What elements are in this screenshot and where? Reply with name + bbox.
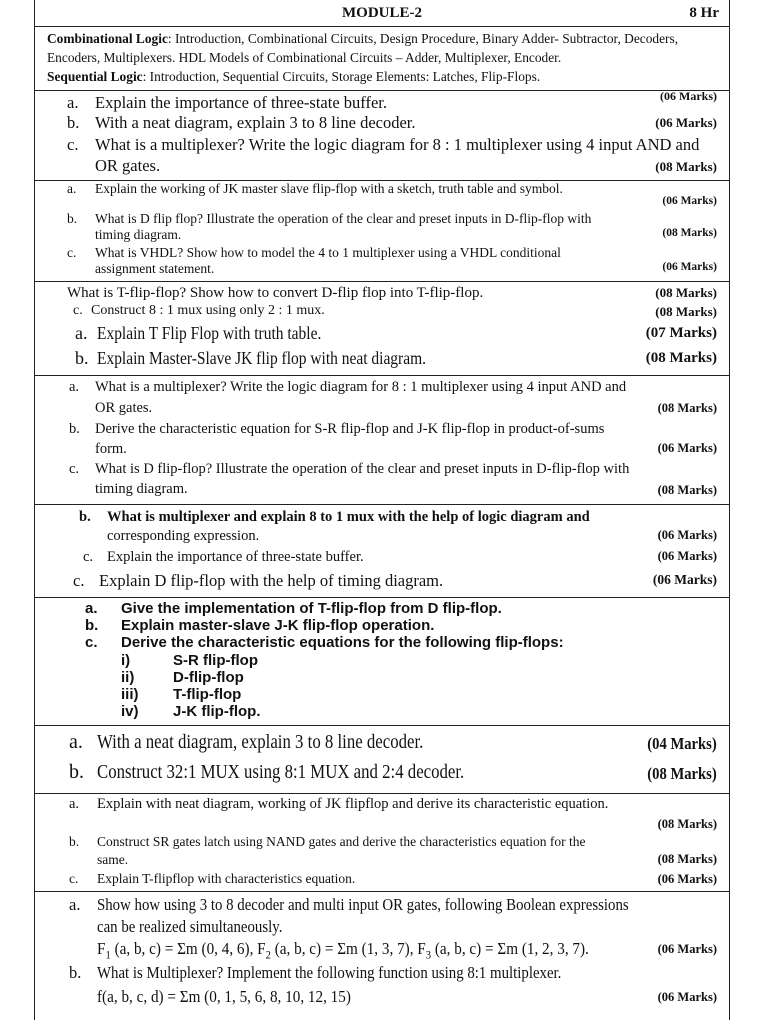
question-item	[35, 549, 729, 571]
question-label: b.	[85, 617, 99, 634]
question-text: Explain the importance of three-state buffer.	[107, 549, 364, 565]
question-text-cont: corresponding expression.	[107, 528, 260, 544]
question-block-7	[35, 726, 729, 794]
question-label: b.	[79, 509, 91, 525]
module-title: MODULE-2	[342, 5, 422, 21]
question-item	[35, 135, 729, 175]
question-marks: (06 Marks)	[655, 115, 717, 130]
question-text: Explain Master-Slave JK flip flop with neat diagram.	[97, 348, 426, 368]
question-label: iii)	[121, 686, 139, 703]
question-page	[34, 0, 730, 1020]
question-item	[35, 285, 729, 303]
question-text: What is a multiplexer? Write the logic diagram for 8 : 1 multiplexer using 4 input AND and	[95, 379, 627, 395]
question-item	[35, 303, 729, 323]
question-text-cont: timing diagram.	[95, 227, 182, 242]
question-text: With a neat diagram, explain 3 to 8 line decoder.	[97, 731, 424, 753]
syllabus-seq-label: Sequential Logic	[47, 69, 143, 84]
question-label: c.	[67, 245, 77, 260]
question-item	[35, 113, 729, 135]
question-label: b.	[67, 211, 78, 226]
syllabus-comb-text: : Introduction, Combinational Circuits, Design Procedure, Binary Adder- Subtractor, Decoders, Encoders, Multiplexers. HDL Models of Combinational Circuits – Adder, Multiplexer, Encoder.	[47, 31, 679, 65]
syllabus-seq-text: : Introduction, Sequential Circuits, Storage Elements: Latches, Flip-Flops.	[142, 69, 541, 84]
question-item	[35, 509, 729, 549]
question-label: i)	[121, 652, 131, 669]
question-label: a.	[69, 895, 81, 914]
question-text: Explain master-slave J-K flip-flop operation.	[121, 617, 435, 634]
question-text: What is Multiplexer? Implement the following function using 8:1 multiplexer.	[97, 963, 562, 982]
question-label: a.	[75, 323, 88, 343]
question-text: Construct 32:1 MUX using 8:1 MUX and 2:4 decoder.	[97, 761, 465, 783]
question-label: c.	[83, 549, 94, 565]
question-marks: (06 Marks)	[662, 195, 717, 207]
question-marks: (07 Marks)	[645, 325, 717, 341]
question-text: Explain T Flip Flop with truth table.	[97, 323, 322, 343]
question-item	[35, 895, 729, 939]
question-block-3	[35, 282, 729, 376]
question-label: b.	[69, 963, 82, 982]
question-item	[35, 571, 729, 593]
question-text-cont: OR gates.	[95, 400, 153, 416]
question-label: b.	[75, 348, 89, 368]
question-item	[35, 834, 729, 871]
question-marks: (08 Marks)	[657, 401, 717, 415]
question-text: Derive the characteristic equation for S-R flip-flop and J-K flip-flop in product-of-sums	[95, 421, 605, 437]
question-marks: (08 Marks)	[655, 285, 717, 300]
question-text: Derive the characteristic equations for the following flip-flops:	[121, 634, 564, 651]
question-marks: (08 Marks)	[647, 764, 717, 783]
question-label: c.	[73, 303, 83, 318]
question-text: Construct SR gates latch using NAND gates and derive the characteristics equation for the	[97, 834, 586, 849]
question-block-6	[35, 598, 729, 726]
question-marks: (08 Marks)	[655, 304, 717, 319]
question-text: With a neat diagram, explain 3 to 8 line decoder.	[95, 113, 416, 132]
question-text: S-R flip-flop	[173, 652, 258, 669]
question-item	[35, 703, 729, 720]
question-block-2	[35, 181, 729, 282]
question-item	[35, 761, 729, 791]
question-text: What is VHDL? Show how to model the 4 to 1 multiplexer using a VHDL conditional	[95, 245, 561, 260]
question-label: c.	[69, 461, 80, 477]
question-label: c.	[73, 571, 85, 590]
question-item	[35, 686, 729, 703]
question-marks: (06 Marks)	[657, 549, 717, 563]
question-text: Explain with neat diagram, working of JK flipflop and derive its characteristic equation.	[97, 796, 609, 812]
question-item	[35, 796, 729, 834]
question-text: Explain the importance of three-state buffer.	[95, 93, 387, 112]
module-hours: 8 Hr	[689, 5, 719, 21]
question-block-8	[35, 794, 729, 892]
question-marks: (06 Marks)	[657, 872, 717, 886]
question-label: c.	[85, 634, 98, 651]
question-item	[35, 617, 729, 634]
question-label: b.	[67, 113, 80, 132]
question-item	[35, 652, 729, 669]
question-label: b.	[69, 761, 84, 783]
question-text: What is D flip-flop? Illustrate the operation of the clear and preset inputs in D-flip-flop with	[95, 461, 630, 477]
question-label: a.	[67, 181, 77, 196]
function-expression: f(a, b, c, d) = Σm (0, 1, 5, 6, 8, 10, 12, 15)	[97, 987, 351, 1006]
question-text: T-flip-flop	[173, 686, 242, 703]
question-item	[35, 323, 729, 348]
question-item	[35, 211, 729, 245]
question-label: ii)	[121, 669, 135, 686]
question-block-4	[35, 376, 729, 505]
question-text-cont: same.	[97, 852, 129, 867]
question-label: c.	[69, 871, 79, 886]
question-marks: (06 Marks)	[662, 261, 717, 273]
question-marks: (06 Marks)	[657, 441, 717, 455]
question-label: b.	[69, 834, 80, 849]
question-item	[35, 731, 729, 761]
question-label: a.	[85, 600, 98, 617]
question-block-1	[35, 91, 729, 181]
question-marks: (08 Marks)	[657, 852, 717, 866]
equation-line	[35, 939, 729, 963]
question-label: a.	[69, 731, 83, 753]
question-item	[35, 669, 729, 686]
question-item	[35, 634, 729, 652]
question-label: a.	[69, 796, 80, 812]
question-label: c.	[67, 135, 79, 154]
question-block-9	[35, 892, 729, 1017]
module-header	[35, 0, 729, 27]
question-marks: (06 Marks)	[657, 942, 717, 956]
question-text: What is multiplexer and explain 8 to 1 mux with the help of logic diagram and	[107, 509, 590, 525]
question-text: Explain the working of JK master slave flip-flop with a sketch, truth table and symbol.	[95, 181, 563, 196]
question-text-cont: can be realized simultaneously.	[97, 917, 283, 936]
question-block-5	[35, 505, 729, 598]
syllabus-comb-label: Combinational Logic	[47, 31, 168, 46]
question-label: a.	[69, 379, 80, 395]
question-item	[35, 461, 729, 501]
question-label: iv)	[121, 703, 139, 720]
question-item	[35, 421, 729, 461]
question-item	[35, 379, 729, 421]
question-marks: (08 Marks)	[645, 350, 717, 366]
question-marks: (08 Marks)	[657, 817, 717, 831]
question-text: What is a multiplexer? Write the logic diagram for 8 : 1 multiplexer using 4 input AND and	[95, 135, 700, 154]
question-text-cont: form.	[95, 441, 127, 457]
question-text: D-flip-flop	[173, 669, 244, 686]
question-item	[35, 871, 729, 889]
question-text: Show how using 3 to 8 decoder and multi input OR gates, following Boolean expressions	[97, 895, 629, 914]
question-marks: (08 Marks)	[657, 483, 717, 497]
question-marks: (06 Marks)	[660, 91, 717, 103]
question-text-cont: OR gates.	[95, 156, 161, 175]
question-marks: (08 Marks)	[662, 227, 717, 239]
question-item	[35, 348, 729, 372]
question-marks: (04 Marks)	[647, 734, 717, 753]
question-marks: (06 Marks)	[657, 990, 717, 1004]
question-label: b.	[69, 421, 80, 437]
question-text: J-K flip-flop.	[173, 703, 261, 720]
question-item	[35, 181, 729, 211]
question-marks: (06 Marks)	[652, 572, 717, 587]
question-item	[35, 600, 729, 617]
question-text: Explain D flip-flop with the help of timing diagram.	[99, 571, 444, 590]
question-item	[35, 245, 729, 279]
question-marks: (06 Marks)	[657, 528, 717, 542]
question-text: What is T-flip-flop? Show how to convert D-flip flop into T-flip-flop.	[67, 285, 484, 301]
question-text-cont: assignment statement.	[95, 261, 215, 276]
question-text: Explain T-flipflop with characteristics equation.	[97, 871, 356, 886]
question-item	[35, 93, 729, 113]
question-text: Construct 8 : 1 mux using only 2 : 1 mux.	[91, 303, 325, 318]
question-text: Give the implementation of T-flip-flop from D flip-flop.	[121, 600, 502, 617]
question-label: a.	[67, 93, 79, 112]
question-text-cont: timing diagram.	[95, 481, 188, 497]
question-item	[35, 963, 729, 987]
question-text: What is D flip flop? Illustrate the operation of the clear and preset inputs in D-flip-flop with	[95, 211, 592, 226]
function-line	[35, 987, 729, 1011]
question-marks: (08 Marks)	[655, 159, 717, 174]
syllabus	[35, 27, 729, 91]
boolean-equations: $F_1$ (a, b, c) = Σm (0, 4, 6), $F_2$ (a, b, c) = Σm (1, 3, 7), $F_3$ (a, b, c) = Σm (1, 2, 3, 7).	[97, 939, 589, 962]
